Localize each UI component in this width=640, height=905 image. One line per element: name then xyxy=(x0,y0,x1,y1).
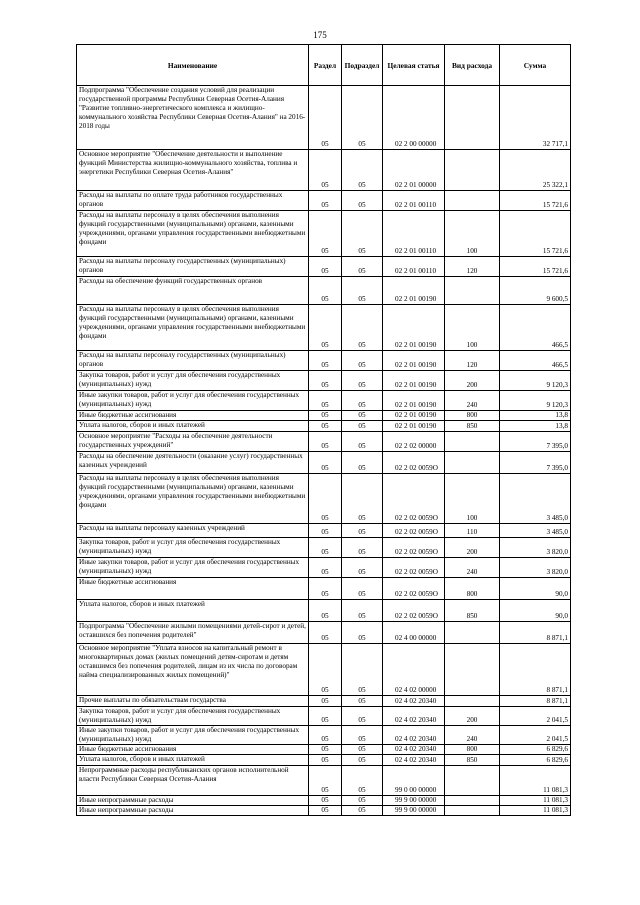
cell-target: 02 2 02 0059О xyxy=(383,600,445,622)
cell-expense-type: 120 xyxy=(445,257,500,277)
cell-section: 05 xyxy=(309,755,342,766)
cell-subsection: 05 xyxy=(342,766,383,796)
table-row xyxy=(77,305,571,351)
cell-sum: 3 820,0 xyxy=(500,538,571,558)
cell-section: 05 xyxy=(309,432,342,452)
table-row xyxy=(77,558,571,578)
cell-expense-type: 850 xyxy=(445,421,500,432)
cell-target: 02 2 01 00110 xyxy=(383,257,445,277)
cell-section: 05 xyxy=(309,766,342,796)
cell-target: 02 2 02 0059О xyxy=(383,524,445,538)
cell-section: 05 xyxy=(309,211,342,257)
cell-target: 99 0 00 00000 xyxy=(383,766,445,796)
cell-section: 05 xyxy=(309,600,342,622)
table-row xyxy=(77,257,571,277)
cell-target: 02 2 01 00110 xyxy=(383,211,445,257)
cell-section: 05 xyxy=(309,644,342,696)
cell-subsection: 05 xyxy=(342,644,383,696)
cell-name: Расходы на выплаты по оплате труда работников государственных органов xyxy=(77,191,309,211)
cell-target: 02 2 02 0059О xyxy=(383,538,445,558)
header-expense-type: Вид расхода xyxy=(445,45,500,86)
cell-name: Основное мероприятие "Расходы на обеспечение деятельности государственных учреждений" xyxy=(77,432,309,452)
cell-subsection: 05 xyxy=(342,191,383,211)
cell-expense-type xyxy=(445,432,500,452)
cell-target: 02 2 01 00190 xyxy=(383,351,445,371)
cell-section: 05 xyxy=(309,351,342,371)
cell-subsection: 05 xyxy=(342,600,383,622)
cell-target: 02 2 01 00000 xyxy=(383,150,445,191)
cell-sum: 3 485,0 xyxy=(500,474,571,524)
cell-sum: 13,8 xyxy=(500,411,571,421)
cell-expense-type: 850 xyxy=(445,755,500,766)
table-row xyxy=(77,806,571,816)
cell-name: Расходы на выплаты персоналу в целях обеспечения выполнения функций государственными (муниципальными) органами, казенными учреждениями, органами управления государственными внебюджетными фондами xyxy=(77,474,309,524)
cell-subsection: 05 xyxy=(342,726,383,745)
cell-expense-type: 100 xyxy=(445,474,500,524)
cell-section: 05 xyxy=(309,524,342,538)
cell-expense-type: 240 xyxy=(445,726,500,745)
cell-sum: 32 717,1 xyxy=(500,86,571,150)
cell-expense-type: 800 xyxy=(445,578,500,600)
cell-section: 05 xyxy=(309,150,342,191)
cell-sum: 11 081,3 xyxy=(500,796,571,806)
cell-subsection: 05 xyxy=(342,432,383,452)
cell-subsection: 05 xyxy=(342,351,383,371)
cell-section: 05 xyxy=(309,696,342,707)
table-row xyxy=(77,745,571,755)
cell-section: 05 xyxy=(309,558,342,578)
cell-name: Уплата налогов, сборов и иных платежей xyxy=(77,600,309,622)
cell-target: 02 2 01 00190 xyxy=(383,305,445,351)
cell-expense-type: 800 xyxy=(445,745,500,755)
cell-expense-type xyxy=(445,622,500,644)
cell-expense-type xyxy=(445,766,500,796)
cell-section: 05 xyxy=(309,726,342,745)
cell-subsection: 05 xyxy=(342,411,383,421)
table-row xyxy=(77,644,571,696)
cell-expense-type: 120 xyxy=(445,351,500,371)
cell-expense-type: 240 xyxy=(445,391,500,411)
cell-expense-type: 200 xyxy=(445,707,500,726)
cell-name: Основное мероприятие "Уплата взносов на капитальный ремонт в многоквартирных домах (жилых помещений детям-сиротам и детям оставшимся без попечения родителей, лицам из их числа по договорам найма специализированных жилых помещений)" xyxy=(77,644,309,696)
cell-target: 02 2 02 0059О xyxy=(383,578,445,600)
cell-name: Расходы на выплаты персоналу государственных (муниципальных) органов xyxy=(77,351,309,371)
cell-target: 02 2 02 0059О xyxy=(383,452,445,474)
cell-section: 05 xyxy=(309,391,342,411)
cell-name: Прочие выплаты по обязательствам государства xyxy=(77,696,309,707)
cell-sum: 9 600,5 xyxy=(500,277,571,305)
cell-section: 05 xyxy=(309,474,342,524)
header-subsection: Подраздел xyxy=(342,45,383,86)
cell-section: 05 xyxy=(309,411,342,421)
cell-section: 05 xyxy=(309,86,342,150)
table-header-row xyxy=(77,45,571,86)
cell-name: Иные закупки товаров, работ и услуг для обеспечения государственных (муниципальных) нужд xyxy=(77,558,309,578)
cell-expense-type: 850 xyxy=(445,600,500,622)
header-sum: Сумма xyxy=(500,45,571,86)
table-row xyxy=(77,524,571,538)
cell-sum: 8 871,1 xyxy=(500,696,571,707)
cell-name: Основное мероприятие "Обеспечение деятельности и выполнение функций Министерства жилищно-коммунального хозяйства, топлива и энергетики Республики Северная Осетия-Алания" xyxy=(77,150,309,191)
cell-name: Иные закупки товаров, работ и услуг для обеспечения государственных (муниципальных) нужд xyxy=(77,726,309,745)
cell-expense-type: 200 xyxy=(445,538,500,558)
cell-expense-type xyxy=(445,191,500,211)
cell-target: 02 2 01 00190 xyxy=(383,421,445,432)
cell-target: 02 4 02 20340 xyxy=(383,707,445,726)
cell-expense-type xyxy=(445,696,500,707)
cell-expense-type xyxy=(445,277,500,305)
cell-sum: 8 871,1 xyxy=(500,622,571,644)
cell-section: 05 xyxy=(309,421,342,432)
table-row xyxy=(77,707,571,726)
cell-subsection: 05 xyxy=(342,391,383,411)
cell-subsection: 05 xyxy=(342,371,383,391)
cell-subsection: 05 xyxy=(342,277,383,305)
cell-name: Расходы на выплаты персоналу в целях обеспечения выполнения функций государственными (муниципальными) органами, казенными учреждениями, органами управления государственными внебюджетными фондами xyxy=(77,211,309,257)
cell-section: 05 xyxy=(309,745,342,755)
header-section: Раздел xyxy=(309,45,342,86)
table-row xyxy=(77,755,571,766)
cell-section: 05 xyxy=(309,305,342,351)
cell-section: 05 xyxy=(309,622,342,644)
cell-name: Непрограммные расходы республиканских органов исполнительной власти Республики Северная Осетия-Алания xyxy=(77,766,309,796)
cell-sum: 90,0 xyxy=(500,600,571,622)
cell-target: 02 4 00 00000 xyxy=(383,622,445,644)
cell-section: 05 xyxy=(309,707,342,726)
cell-target: 02 2 01 00190 xyxy=(383,371,445,391)
cell-expense-type: 240 xyxy=(445,558,500,578)
cell-sum: 15 721,6 xyxy=(500,211,571,257)
cell-sum: 466,5 xyxy=(500,351,571,371)
cell-subsection: 05 xyxy=(342,524,383,538)
cell-name: Закупка товаров, работ и услуг для обеспечения государственных (муниципальных) нужд xyxy=(77,538,309,558)
cell-target: 02 2 01 00190 xyxy=(383,411,445,421)
cell-expense-type: 200 xyxy=(445,371,500,391)
table-row xyxy=(77,796,571,806)
cell-section: 05 xyxy=(309,371,342,391)
cell-target: 02 2 02 0059О xyxy=(383,474,445,524)
cell-expense-type xyxy=(445,644,500,696)
cell-expense-type xyxy=(445,806,500,816)
cell-name: Расходы на обеспечение деятельности (оказание услуг) государственных казенных учреждений xyxy=(77,452,309,474)
table-row xyxy=(77,474,571,524)
cell-sum: 11 081,3 xyxy=(500,806,571,816)
cell-target: 02 4 02 20340 xyxy=(383,696,445,707)
cell-target: 02 4 02 20340 xyxy=(383,726,445,745)
cell-name: Иные бюджетные ассигнования xyxy=(77,411,309,421)
cell-subsection: 05 xyxy=(342,745,383,755)
cell-target: 02 4 02 00000 xyxy=(383,644,445,696)
table-row xyxy=(77,411,571,421)
cell-name: Иные закупки товаров, работ и услуг для обеспечения государственных (муниципальных) нужд xyxy=(77,391,309,411)
table-row xyxy=(77,150,571,191)
header-target: Целевая статья xyxy=(383,45,445,86)
table-row xyxy=(77,86,571,150)
cell-target: 02 2 01 00110 xyxy=(383,191,445,211)
cell-sum: 6 829,6 xyxy=(500,755,571,766)
table-row xyxy=(77,191,571,211)
cell-section: 05 xyxy=(309,538,342,558)
cell-subsection: 05 xyxy=(342,538,383,558)
table-row xyxy=(77,766,571,796)
cell-sum: 9 120,3 xyxy=(500,371,571,391)
cell-subsection: 05 xyxy=(342,755,383,766)
cell-expense-type xyxy=(445,796,500,806)
table-row xyxy=(77,421,571,432)
cell-section: 05 xyxy=(309,452,342,474)
cell-name: Уплата налогов, сборов и иных платежей xyxy=(77,421,309,432)
cell-name: Подпрограмма "Обеспечение создания условий для реализации государственной программы Республики Северная Осетия-Алания "Развитие топливно-энергетического комплекса и жилищно-коммунального хозяйства Республики Северная Осетия-Алания" на 2016-2018 годы xyxy=(77,86,309,150)
cell-section: 05 xyxy=(309,806,342,816)
cell-target: 02 2 00 00000 xyxy=(383,86,445,150)
table-row xyxy=(77,726,571,745)
budget-table xyxy=(76,44,571,816)
cell-subsection: 05 xyxy=(342,806,383,816)
cell-expense-type xyxy=(445,452,500,474)
cell-subsection: 05 xyxy=(342,622,383,644)
cell-subsection: 05 xyxy=(342,257,383,277)
cell-subsection: 05 xyxy=(342,421,383,432)
cell-subsection: 05 xyxy=(342,707,383,726)
cell-section: 05 xyxy=(309,578,342,600)
cell-name: Иные бюджетные ассигнования xyxy=(77,745,309,755)
cell-subsection: 05 xyxy=(342,150,383,191)
cell-subsection: 05 xyxy=(342,796,383,806)
cell-name: Иные бюджетные ассигнования xyxy=(77,578,309,600)
table-row xyxy=(77,211,571,257)
cell-name: Иные непрограммные расходы xyxy=(77,796,309,806)
table-row xyxy=(77,432,571,452)
cell-target: 99 9 00 00000 xyxy=(383,806,445,816)
cell-expense-type: 100 xyxy=(445,305,500,351)
cell-section: 05 xyxy=(309,277,342,305)
cell-sum: 3 485,0 xyxy=(500,524,571,538)
cell-subsection: 05 xyxy=(342,452,383,474)
cell-expense-type: 800 xyxy=(445,411,500,421)
cell-name: Подпрограмма "Обеспечение жилыми помещениями детей-сирот и детей, оставшихся без попечения родителей" xyxy=(77,622,309,644)
cell-expense-type: 100 xyxy=(445,211,500,257)
cell-subsection: 05 xyxy=(342,696,383,707)
cell-name: Расходы на выплаты персоналу казенных учреждений xyxy=(77,524,309,538)
page-number: 175 xyxy=(313,30,327,40)
table-row xyxy=(77,696,571,707)
cell-name: Иные непрограммные расходы xyxy=(77,806,309,816)
cell-expense-type xyxy=(445,86,500,150)
cell-target: 99 9 00 00000 xyxy=(383,796,445,806)
cell-name: Закупка товаров, работ и услуг для обеспечения государственных (муниципальных) нужд xyxy=(77,371,309,391)
cell-sum: 9 120,3 xyxy=(500,391,571,411)
cell-subsection: 05 xyxy=(342,211,383,257)
cell-sum: 7 395,0 xyxy=(500,452,571,474)
table-row xyxy=(77,538,571,558)
cell-sum: 8 871,1 xyxy=(500,644,571,696)
table-row xyxy=(77,391,571,411)
cell-section: 05 xyxy=(309,257,342,277)
cell-target: 02 2 02 00000 xyxy=(383,432,445,452)
cell-subsection: 05 xyxy=(342,86,383,150)
cell-expense-type: 110 xyxy=(445,524,500,538)
cell-sum: 2 041,5 xyxy=(500,726,571,745)
cell-sum: 6 829,6 xyxy=(500,745,571,755)
cell-target: 02 2 01 00190 xyxy=(383,277,445,305)
table-row xyxy=(77,277,571,305)
cell-section: 05 xyxy=(309,796,342,806)
cell-target: 02 2 01 00190 xyxy=(383,391,445,411)
cell-sum: 90,0 xyxy=(500,578,571,600)
cell-name: Расходы на выплаты персоналу в целях обеспечения выполнения функций государственными (муниципальными) органами, казенными учреждениями, органами управления государственными внебюджетными фондами xyxy=(77,305,309,351)
cell-subsection: 05 xyxy=(342,578,383,600)
cell-expense-type xyxy=(445,150,500,191)
cell-target: 02 4 02 20340 xyxy=(383,755,445,766)
table-row xyxy=(77,578,571,600)
cell-sum: 25 322,1 xyxy=(500,150,571,191)
cell-target: 02 2 02 0059О xyxy=(383,558,445,578)
table-row xyxy=(77,600,571,622)
cell-subsection: 05 xyxy=(342,474,383,524)
cell-name: Расходы на обеспечение функций государственных органов xyxy=(77,277,309,305)
cell-name: Уплата налогов, сборов и иных платежей xyxy=(77,755,309,766)
cell-name: Закупка товаров, работ и услуг для обеспечения государственных (муниципальных) нужд xyxy=(77,707,309,726)
table-row xyxy=(77,371,571,391)
cell-target: 02 4 02 20340 xyxy=(383,745,445,755)
cell-name: Расходы на выплаты персоналу государственных (муниципальных) органов xyxy=(77,257,309,277)
cell-subsection: 05 xyxy=(342,305,383,351)
cell-sum: 2 041,5 xyxy=(500,707,571,726)
header-name: Наименование xyxy=(77,45,309,86)
cell-sum: 7 395,0 xyxy=(500,432,571,452)
table-row xyxy=(77,622,571,644)
table-row xyxy=(77,452,571,474)
cell-sum: 466,5 xyxy=(500,305,571,351)
cell-sum: 3 820,0 xyxy=(500,558,571,578)
cell-sum: 15 721,6 xyxy=(500,191,571,211)
cell-sum: 13,8 xyxy=(500,421,571,432)
cell-sum: 11 081,3 xyxy=(500,766,571,796)
cell-subsection: 05 xyxy=(342,558,383,578)
table-row xyxy=(77,351,571,371)
cell-section: 05 xyxy=(309,191,342,211)
cell-sum: 15 721,6 xyxy=(500,257,571,277)
